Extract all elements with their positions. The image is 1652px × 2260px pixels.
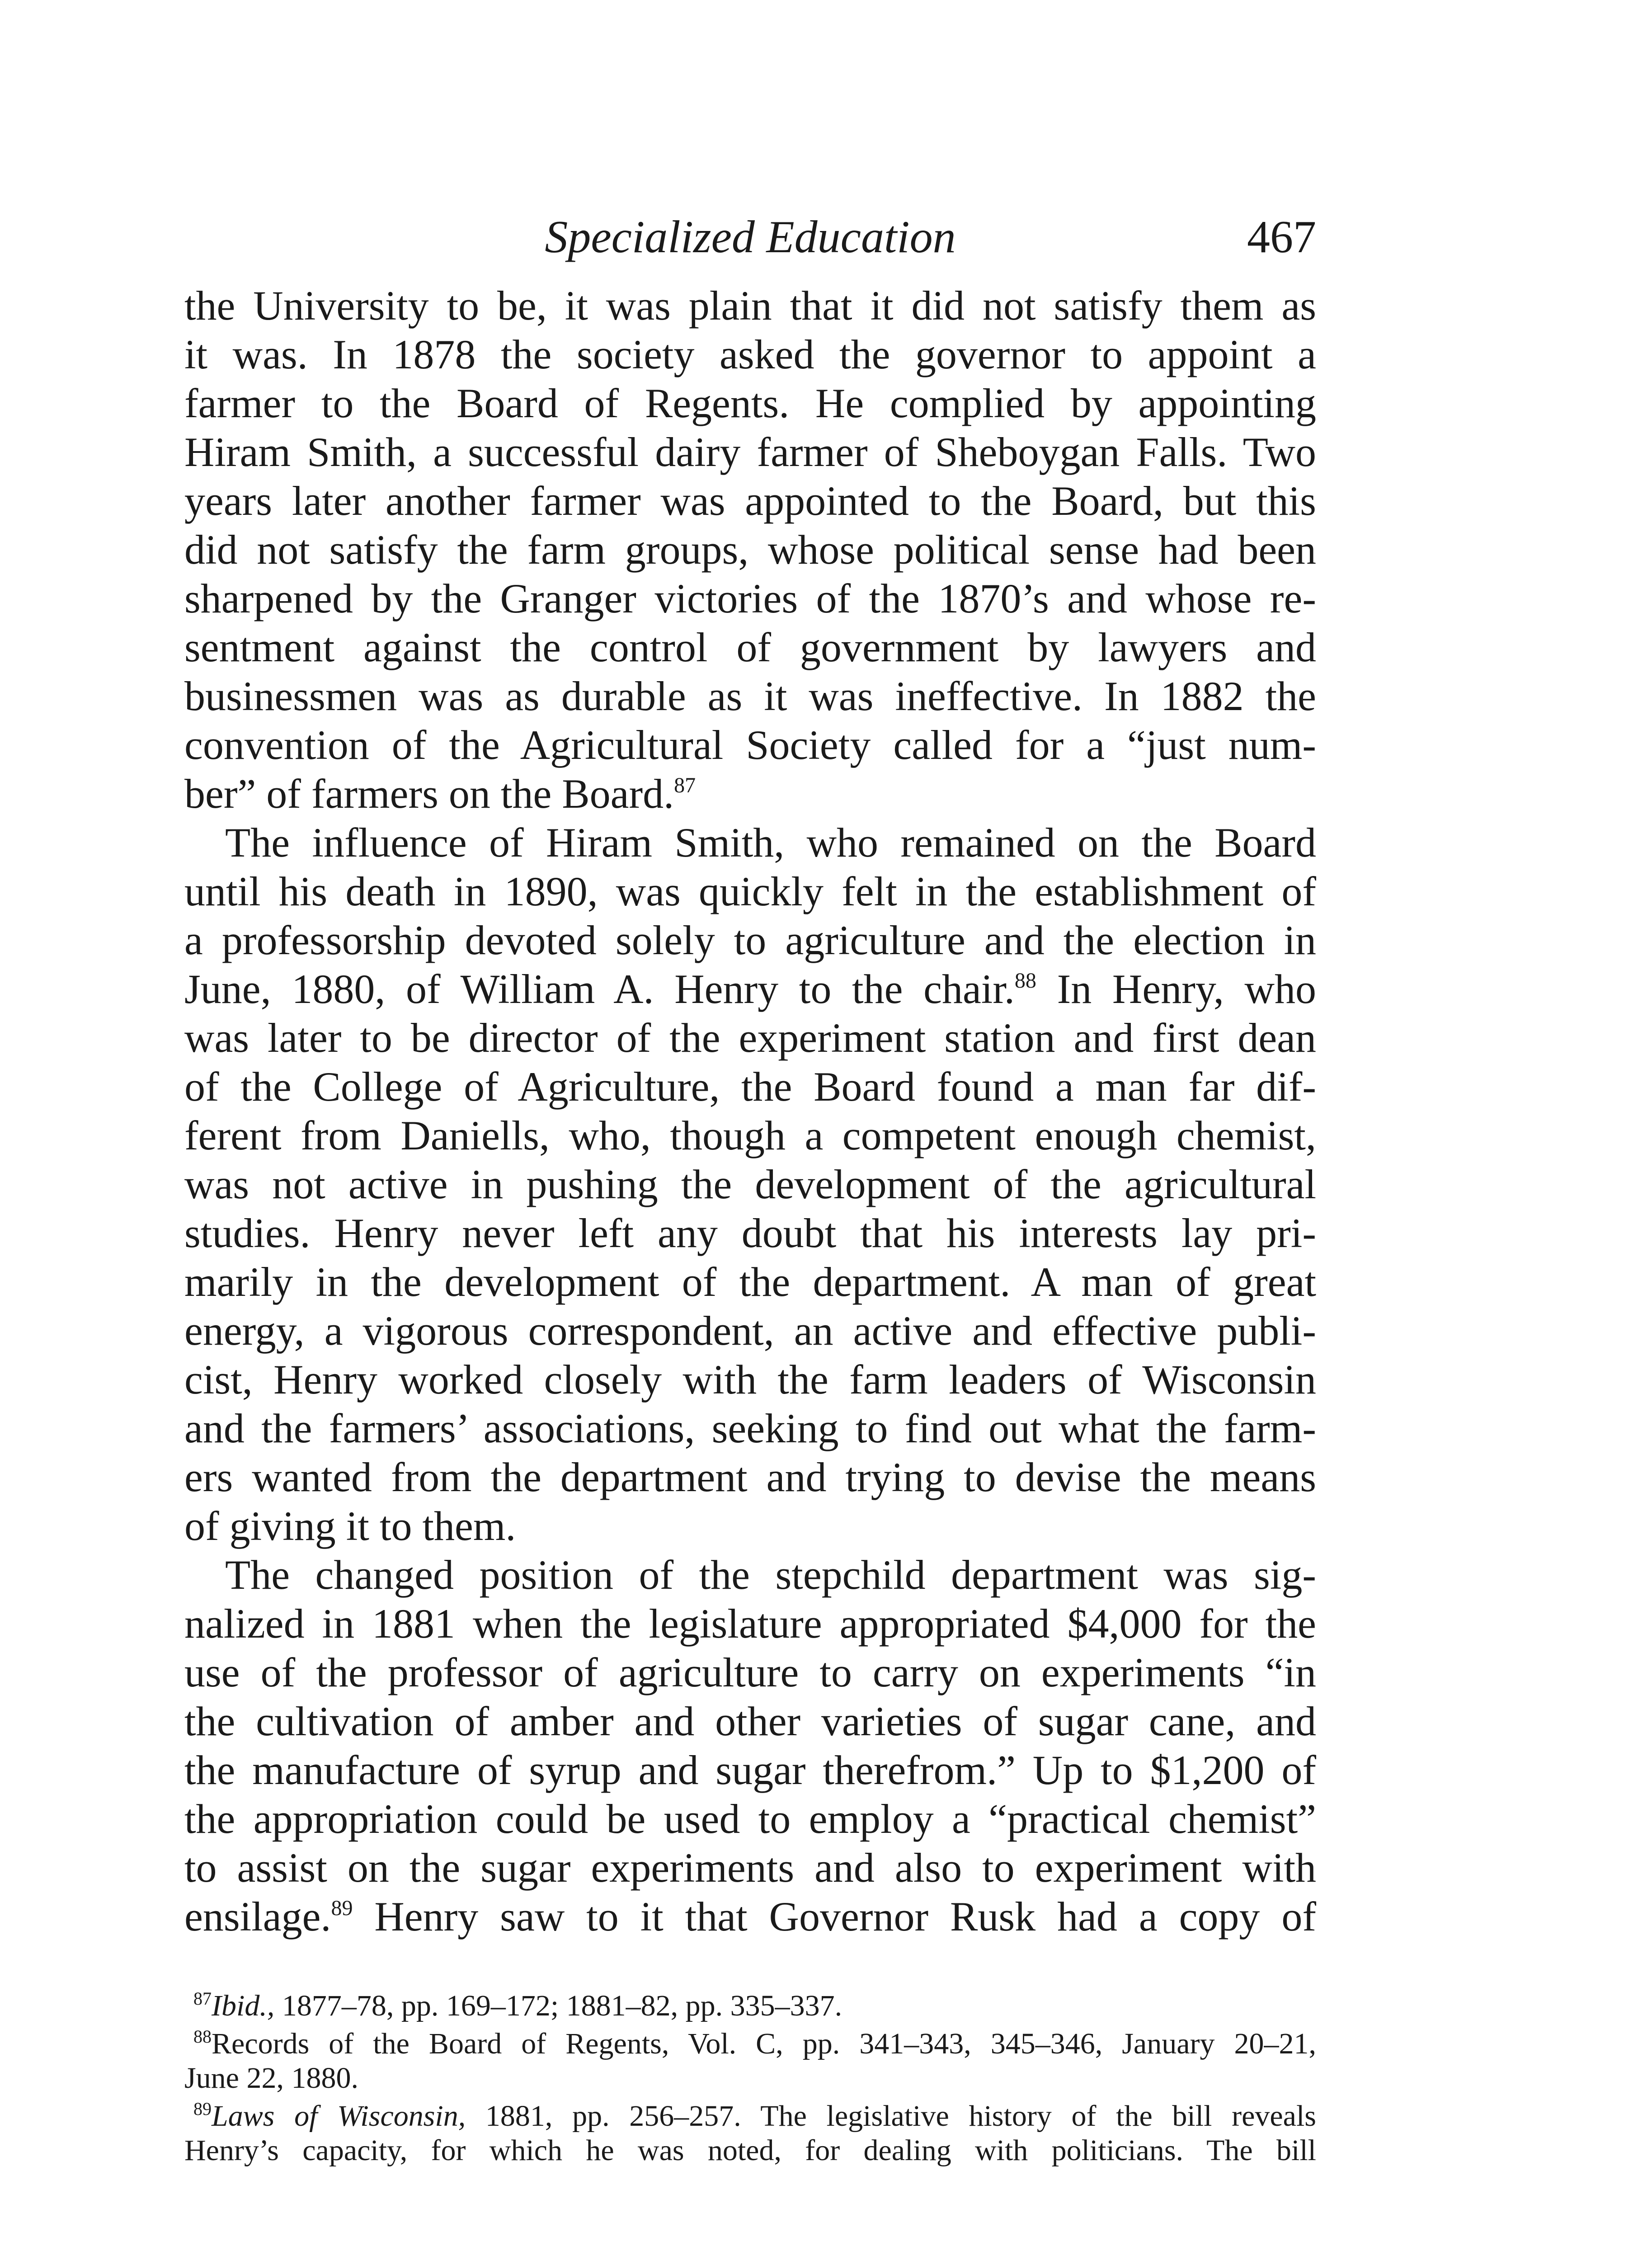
text-line: studies. Henry never left any doubt that his interests lay pri- [184, 1210, 1316, 1256]
text-line: ers wanted from the department and trying to devise the means [184, 1454, 1316, 1500]
text-line: The influence of Hiram Smith, who remained on the Board [225, 819, 1316, 866]
footnote-number: 88 [193, 2026, 212, 2047]
text-line: was later to be director of the experiment station and first dean [184, 1015, 1316, 1061]
text-line: energy, a vigorous correspondent, an active and effective publi- [184, 1308, 1316, 1354]
footnote-88 [184, 2027, 1316, 2095]
line-text: ensilage. [184, 1893, 331, 1940]
footnote-line: June 22, 1880. [184, 2062, 358, 2095]
text-line: marily in the development of the department. A man of great [184, 1259, 1316, 1305]
paragraph-2 [184, 818, 1316, 1550]
footnote-line: Henry’s capacity, for which he was noted, for dealing with politicians. The bill [184, 2134, 1316, 2167]
text-line: of giving it to them. [184, 1503, 516, 1549]
text-line: use of the professor of agriculture to carry on experiments “in [184, 1649, 1316, 1695]
footnote-line [184, 2027, 1316, 2061]
line-text: Henry saw to it that Governor Rusk had a copy of [353, 1893, 1316, 1940]
text-line: businessmen was as durable as it was ineffective. In 1882 the [184, 673, 1316, 719]
footnote-ref-89[interactable]: 89 [331, 1896, 353, 1920]
line-text: In Henry, who [1036, 966, 1316, 1012]
text-line [184, 1892, 1316, 1941]
footnote-line [184, 2099, 1316, 2133]
text-line: cist, Henry worked closely with the farm leaders of Wisconsin [184, 1356, 1316, 1403]
footnote-ref-88[interactable]: 88 [1014, 969, 1036, 993]
footnote-text: Records of the Board of Regents, Vol. C, pp. 341–343, 345–346, January 20–21, [212, 2027, 1316, 2060]
body-text [184, 281, 1316, 1941]
text-line: the appropriation could be used to employ a “practical chemist” [184, 1796, 1316, 1842]
footnote-citation-italic: Ibid., [212, 1989, 275, 2022]
footnote-number: 89 [193, 2099, 212, 2119]
line-text: ber” of farmers on the Board. [184, 771, 674, 817]
footnote-number: 87 [193, 1988, 212, 2009]
footnote-87 [184, 1989, 1316, 2023]
footnote-89 [184, 2099, 1316, 2168]
footnote-text: 1877–78, pp. 169–172; 1881–82, pp. 335–337. [274, 1989, 842, 2022]
text-line: was not active in pushing the development of the agricultural [184, 1161, 1316, 1207]
text-line: until his death in 1890, was quickly felt in the establishment of [184, 868, 1316, 914]
text-line: the cultivation of amber and other varieties of sugar cane, and [184, 1698, 1316, 1744]
footnote-citation-italic: Laws of Wisconsin, [212, 2100, 466, 2133]
footnote-ref-87[interactable]: 87 [674, 773, 696, 797]
paragraph-1 [184, 281, 1316, 818]
footnote-line [184, 1989, 1316, 2023]
text-line: to assist on the sugar experiments and also to experiment with [184, 1845, 1316, 1891]
running-title: Specialized Education [545, 212, 956, 263]
text-line: Hiram Smith, a successful dairy farmer of Sheboygan Falls. Two [184, 429, 1316, 475]
text-line: and the farmers’ associations, seeking to find out what the farm- [184, 1405, 1316, 1451]
page-number: 467 [1247, 212, 1316, 263]
footnotes [184, 1989, 1316, 2171]
text-line: convention of the Agricultural Society called for a “just num- [184, 722, 1316, 768]
text-line: sharpened by the Granger victories of the 1870’s and whose re- [184, 575, 1316, 622]
text-line: the University to be, it was plain that it did not satisfy them as [184, 282, 1316, 329]
text-line: nalized in 1881 when the legislature appropriated $4,000 for the [184, 1601, 1316, 1647]
text-line: The changed position of the stepchild department was sig- [225, 1552, 1316, 1598]
text-line: did not satisfy the farm groups, whose political sense had been [184, 527, 1316, 573]
text-line: sentment against the control of government by lawyers and [184, 624, 1316, 670]
footnote-text: 1881, pp. 256–257. The legislative history of the bill reveals [466, 2100, 1316, 2133]
text-line: the manufacture of syrup and sugar therefrom.” Up to $1,200 of [184, 1747, 1316, 1793]
text-line: years later another farmer was appointed to the Board, but this [184, 478, 1316, 524]
text-line: farmer to the Board of Regents. He complied by appointing [184, 380, 1316, 426]
text-line [184, 769, 1316, 818]
text-line: it was. In 1878 the society asked the governor to appoint a [184, 331, 1316, 377]
text-line: a professorship devoted solely to agriculture and the election in [184, 917, 1316, 963]
paragraph-3 [184, 1550, 1316, 1941]
text-line: ferent from Daniells, who, though a competent enough chemist, [184, 1112, 1316, 1158]
line-text: June, 1880, of William A. Henry to the chair. [184, 966, 1015, 1012]
page-header [184, 203, 1316, 271]
text-line [184, 965, 1316, 1013]
text-line: of the College of Agriculture, the Board found a man far dif- [184, 1064, 1316, 1110]
